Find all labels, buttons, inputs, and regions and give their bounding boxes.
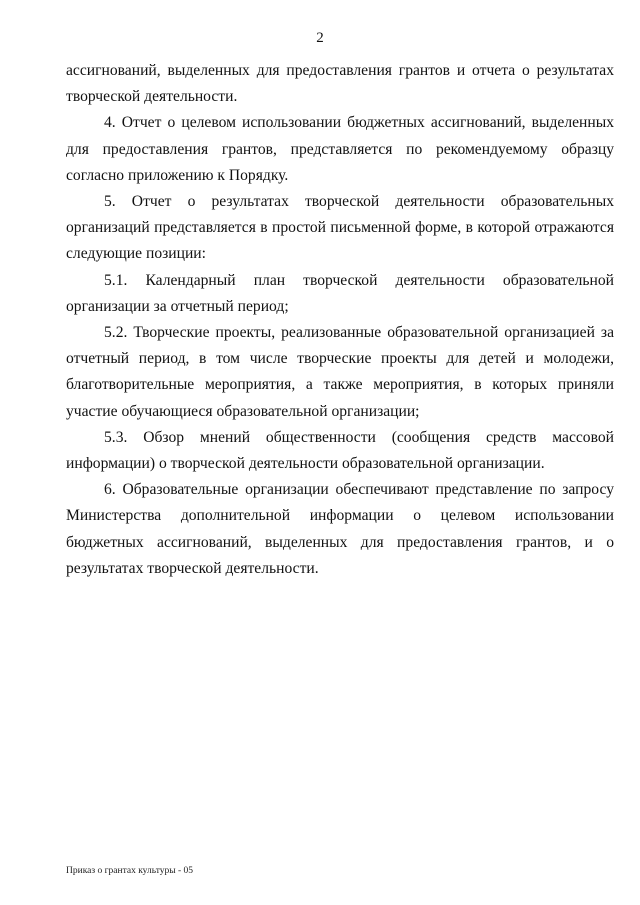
paragraph-5: 5. Отчет о результатах творческой деятельности образовательных организаций представляется в простой письменной форме, в которой отражаются следующие позиции:	[66, 193, 614, 263]
paragraph-4: 4. Отчет о целевом использовании бюджетных ассигнований, выделенных для предоставления грантов, представляется по рекомендуемому образцу согласно приложению к Порядку.	[66, 114, 614, 184]
document-footer: Приказ о грантах культуры - 05	[66, 866, 194, 876]
paragraph-5-2: 5.2. Творческие проекты, реализованные образовательной организацией за отчетный период, в том числе творческие проекты для детей и молодежи, благотворительные мероприятия, а также мероприятия, в которых приняли участие обучающиеся образовательной организации;	[66, 324, 614, 420]
page-number: 2	[316, 30, 324, 46]
paragraph-5-1: 5.1. Календарный план творческой деятельности образовательной организации за отчетный период;	[66, 271, 614, 315]
document-body	[66, 58, 614, 582]
paragraph-5-3: 5.3. Обзор мнений общественности (сообщения средств массовой информации) о творческой деятельности образовательной организации.	[66, 428, 614, 473]
paragraph-6: 6. Образовательные организации обеспечивают представление по запросу Министерства дополнительной информации о целевом использовании бюджетных ассигнований, выделенных для предоставления грантов, и о результатах творческой деятельности.	[66, 481, 614, 577]
paragraph-continuation: ассигнований, выделенных для предоставления грантов и отчета о результатах творческой деятельности.	[66, 62, 614, 106]
